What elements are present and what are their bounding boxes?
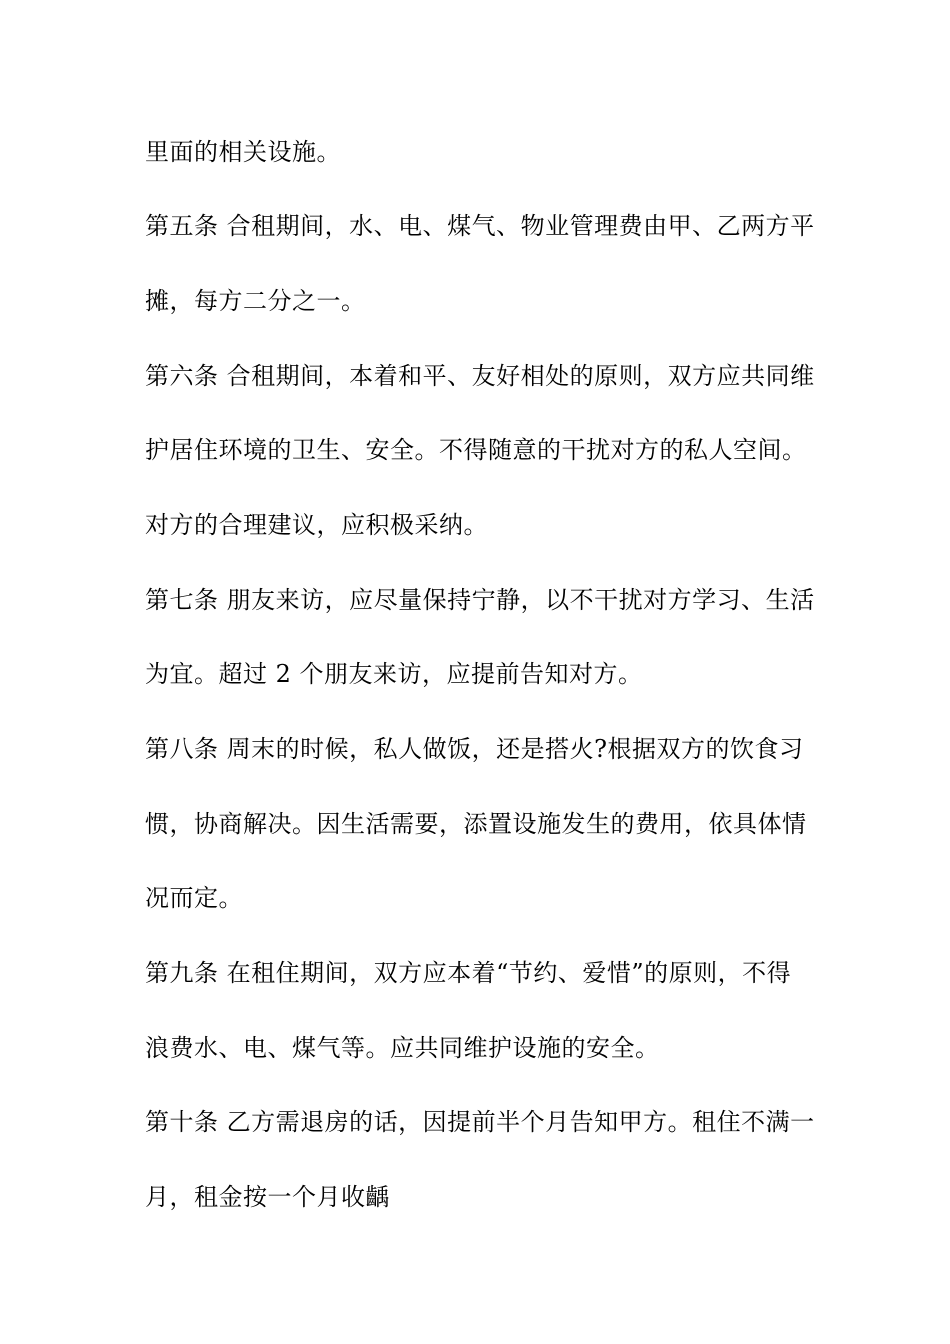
text-line: 对方的合理建议，应积极采纳。 [145, 511, 488, 539]
text-line: 第五条 合租期间，水、电、煤气、物业管理费由甲、乙两方平 [145, 212, 815, 240]
text-line: 第十条 乙方需退房的话，因提前半个月告知甲方。租住不满一 [145, 1108, 815, 1136]
text-line: 浪费水、电、煤气等。应共同维护设施的安全。 [145, 1034, 660, 1062]
text-line: 护居住环境的卫生、安全。不得随意的干扰对方的私人空间。 [145, 436, 807, 464]
text-line: 第七条 朋友来访，应尽量保持宁静，以不干扰对方学习、生活 [145, 586, 815, 614]
text-line: 第六条 合租期间，本着和平、友好相处的原则，双方应共同维 [145, 362, 815, 390]
text-line: 第九条 在租住期间，双方应本着“节约、爱惜”的原则，不得 [145, 959, 792, 987]
text-line: 月，租金按一个月收齲 [145, 1183, 390, 1211]
text-line: 况而定。 [145, 884, 243, 912]
text-line: 里面的相关设施。 [145, 138, 341, 166]
text-line: 第八条 周末的时候，私人做饭，还是搭火?根据双方的饮食习 [145, 735, 804, 763]
text-line: 惯，协商解决。因生活需要，添置设施发生的费用，依具体情 [145, 810, 807, 838]
text-line: 为宜。超过 2 个朋友来访，应提前告知对方。 [145, 660, 643, 688]
text-line: 摊，每方二分之一。 [145, 287, 366, 315]
